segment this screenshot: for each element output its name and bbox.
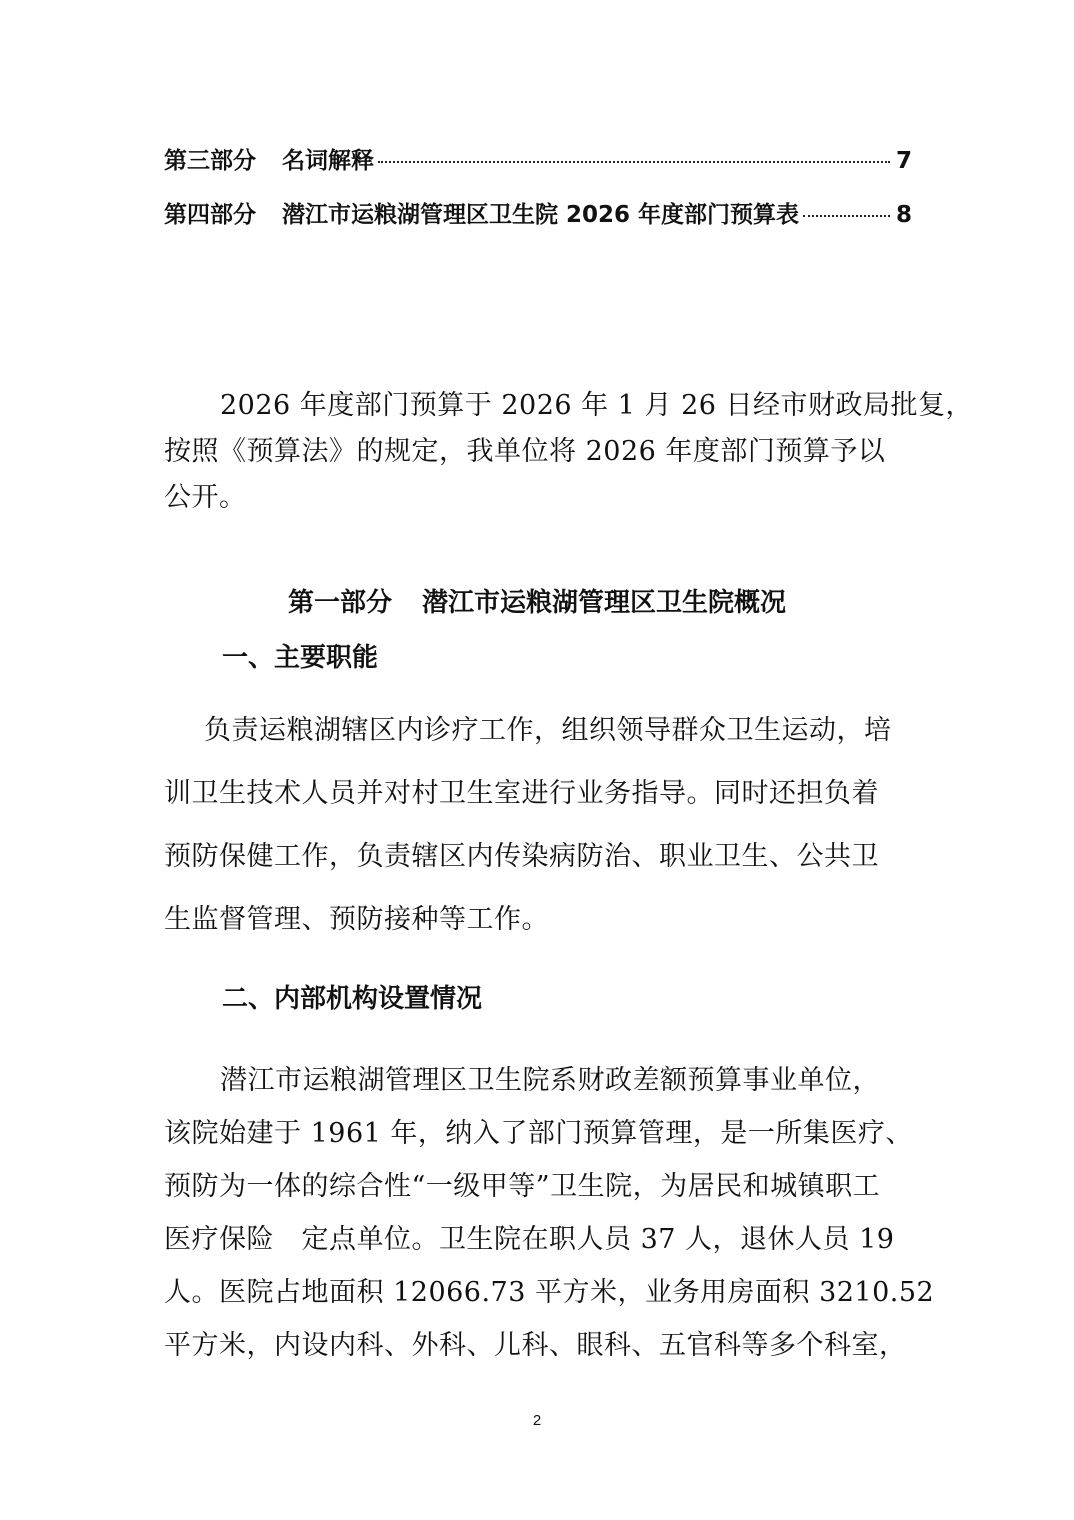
toc-title: 潜江市运粮湖管理区卫生院 2026 年度部门预算表: [282, 202, 800, 228]
text-line: 生监督管理、预防接种等工作。: [164, 904, 549, 935]
functions-paragraph: [164, 699, 908, 951]
text-line: 训卫生技术人员并对村卫生室进行业务指导。同时还担负着: [164, 778, 879, 809]
toc-dot-leader: [803, 215, 890, 217]
toc-page-number: 8: [895, 202, 912, 228]
text-line: 平方米，内设内科、外科、儿科、眼科、五官科等多个科室，: [164, 1330, 907, 1361]
text-line: 潜江市运粮湖管理区卫生院系财政差额预算事业单位，: [220, 1065, 880, 1096]
intro-paragraph: [164, 383, 974, 521]
page-number: 2: [532, 1412, 542, 1429]
toc-title: 名词解释: [282, 148, 374, 174]
text-line: 预防保健工作，负责辖区内传染病防治、职业卫生、公共卫: [164, 841, 879, 872]
toc-entry-part-4[interactable]: [164, 196, 912, 236]
subheading-internal-structure: 二、内部机构设置情况: [222, 984, 483, 1014]
text-line: 公开。: [164, 482, 247, 513]
toc-entry-part-3[interactable]: [164, 142, 912, 182]
toc-part-label: 第三部分: [164, 148, 256, 174]
section-part-label: 第一部分: [287, 588, 392, 618]
text-line: 按照《预算法》的规定，我单位将 2026 年度部门预算予以: [164, 436, 886, 467]
text-line: 2026 年度部门预算于 2026 年 1 月 26 日经市财政局批复，: [220, 390, 974, 421]
section-heading-part-1: [0, 582, 1074, 619]
toc-dot-leader: [378, 161, 890, 163]
text-line: 负责运粮湖辖区内诊疗工作，组织领导群众卫生运动，培: [204, 715, 892, 746]
text-line: 该院始建于 1961 年，纳入了部门预算管理，是一所集医疗、: [164, 1118, 913, 1149]
text-line: 人。医院占地面积 12066.73 平方米，业务用房面积 3210.52: [164, 1277, 935, 1308]
text-line: 预防为一体的综合性“一级甲等”卫生院，为居民和城镇职工: [164, 1171, 881, 1202]
toc-page-number: 7: [895, 148, 912, 174]
subheading-main-functions: 一、主要职能: [222, 643, 379, 673]
section-title: 潜江市运粮湖管理区卫生院概况: [422, 588, 787, 618]
toc-part-label: 第四部分: [164, 202, 256, 228]
structure-paragraph: [164, 1054, 935, 1372]
text-line: 医疗保险 定点单位。卫生院在职人员 37 人，退休人员 19: [164, 1224, 895, 1255]
